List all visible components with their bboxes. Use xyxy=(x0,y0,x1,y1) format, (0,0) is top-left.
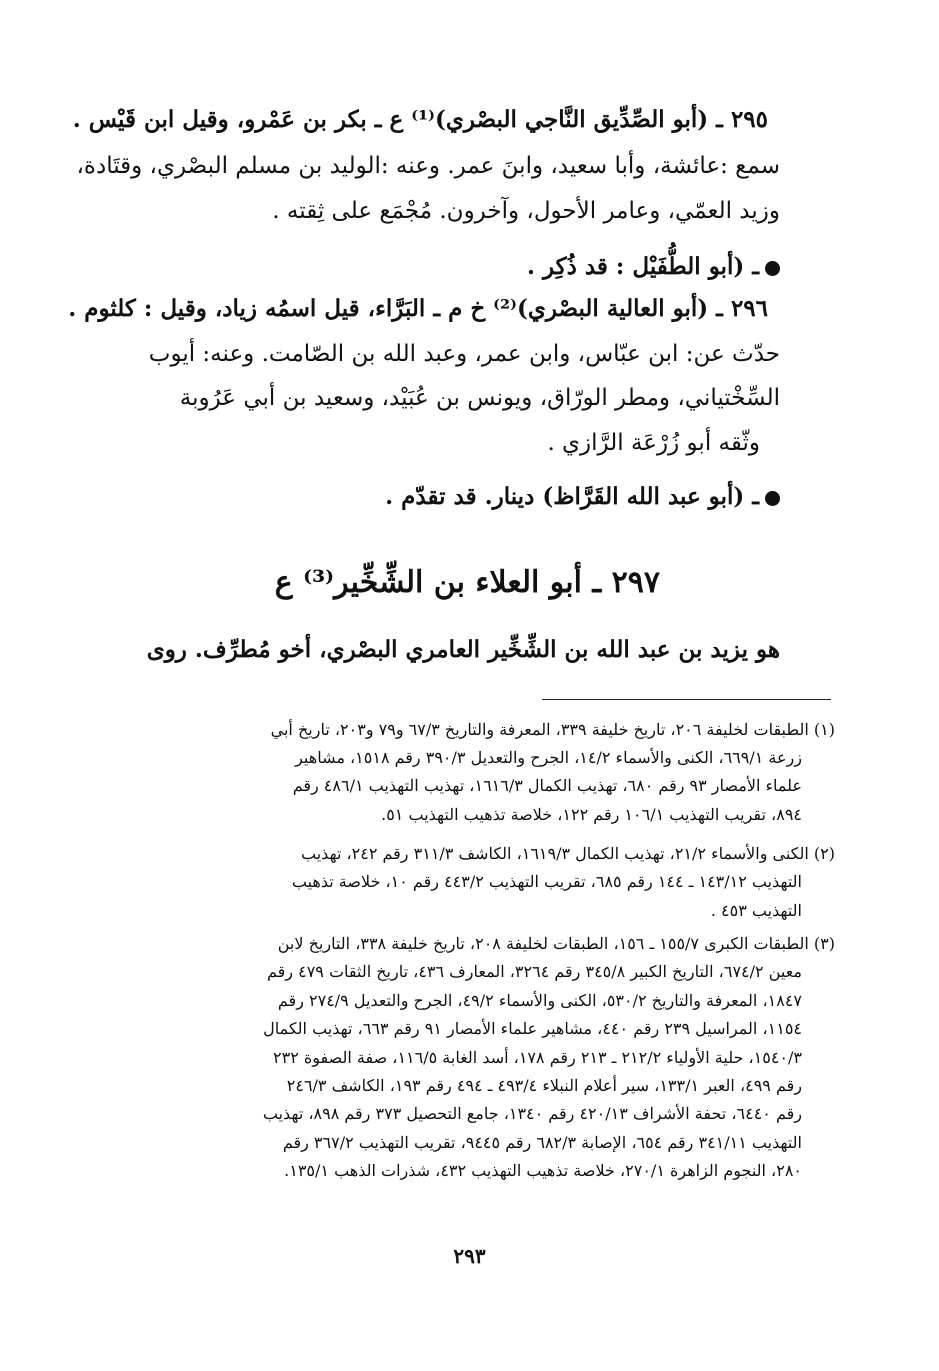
entry-295-line-2: سمع :عائشة، وأبا سعيد، وابنَ عمر. وعنه :الوليد بن مسلم البصْري، وقتَادة، xyxy=(76,153,780,179)
footnote-1-line-2: زرعة ٦٦٩/١، الكنى والأسماء ١٤/٢، الجرح والتعديل ٣٩٠/٣ رقم ١٥١٨، مشاهير xyxy=(295,748,802,767)
cross-reference-tufail-text: ـ (أبو الطُّفَيْل : قد ذُكِر . xyxy=(526,253,759,280)
entry-297-line-1: هو يزيد بن عبد الله بن الشِّخِّير العامري البصْري، أخو مُطرِّف. روى xyxy=(146,636,780,663)
entry-295-line-3: وزيد العمّي، وعامر الأحول، وآخرون. مُجْمَع على ثِقته . xyxy=(272,198,780,224)
footnote-3-line-4: ١١٥٤، المراسيل ٢٣٩ رقم ٤٤٠، مشاهير علماء الأمصار ٩١ رقم ٦٦٣، تهذيب الكمال xyxy=(263,1019,802,1038)
entry-296-line-4: وثّقه أبو زُرْعَة الرَّازي . xyxy=(547,430,760,456)
bullet-icon xyxy=(765,491,780,506)
footnote-3-line-9: ٢٨٠، النجوم الزاهرة ٢٧٠/١، خلاصة تذهيب التهذيب ٤٣٢، شذرات الذهب ١٣٥/١. xyxy=(284,1161,802,1180)
footnote-3-line-8: التهذيب ٣٤١/١١ رقم ٦٥٤، الإصابة ٦٨٢/٣ رقم ٩٤٤٥، تقريب التهذيب ٣٦٧/٢ رقم xyxy=(282,1133,802,1152)
entry-296-line-2: حدّث عن: ابن عبّاس، وابن عمر، وعبد الله بن الصّامت. وعنه: أيوب xyxy=(148,341,780,367)
page-number: ٢٩٣ xyxy=(453,1244,486,1268)
bullet-icon xyxy=(765,261,780,276)
footnote-3-line-3: ١٨٤٧، المعرفة والتاريخ ٥٣٠/٢، الكنى والأسماء ٤٩/٢، الجرح والتعديل ٢٧٤/٩ رقم xyxy=(277,991,802,1010)
entry-295-title-line: ٢٩٥ ـ (أبو الصِّدِّيق النَّاجي البصْري)⁽¹⁾ ع ـ بكر بن عَمْرو، وقيل ابن قَيْس . xyxy=(72,106,768,133)
footnote-2-line-3: التهذيب ٤٥٣ . xyxy=(710,901,802,920)
footnote-3-line-1: (٣) الطبقات الكبرى ١٥٥/٧ ـ ١٥٦، الطبقات لخليفة ٢٠٨، تاريخ خليفة ٣٣٨، التاريخ لابن xyxy=(277,934,835,953)
footnote-3-line-2: معين ٦٧٤/٢، التاريخ الكبير ٣٤٥/٨ رقم ٣٢٦٤، المعارف ٤٣٦، تاريخ الثقات ٤٧٩ رقم xyxy=(266,962,802,981)
footnote-1-line-3: علماء الأمصار ٩٣ رقم ٦٨٠، تهذيب الكمال ١٦١٦/٣، تهذيب التهذيب ٤٨٦/١ رقم xyxy=(292,776,802,795)
footnote-3-line-5: ١٥٤٠/٣، حلية الأولياء ٢١٢/٢ ـ ٢١٣ رقم ١٧٨، أسد الغابة ١١٦/٥، صفة الصفوة ٢٣٢ xyxy=(273,1048,802,1067)
footnote-1-line-4: ٨٩٤، تقريب التهذيب ١٠٦/١ رقم ١٢٢، خلاصة تذهيب التهذيب ٥١. xyxy=(381,805,802,824)
footnote-2-line-2: التهذيب ١٤٣/١٢ ـ ١٤٤ رقم ٦٨٥، تقريب التهذيب ٤٤٣/٢ رقم ١٠، خلاصة تذهيب xyxy=(291,872,802,891)
entry-297-heading: ٢٩٧ ـ أبو العلاء بن الشِّخِّير⁽³⁾ ع xyxy=(274,565,660,600)
cross-reference-tufail xyxy=(520,255,780,278)
footnote-3-line-7: رقم ٦٤٤٠، تحفة الأشراف ٤٢٠/١٣ رقم ١٣٤٠، جامع التحصيل ٣٧٣ رقم ٨٩٨، تهذيب xyxy=(262,1104,802,1123)
footnote-2-line-1: (٢) الكنى والأسماء ٢١/٢، تهذيب الكمال ١٦١٩/٣، الكاشف ٣١١/٣ رقم ٢٤٢، تهذيب xyxy=(301,844,835,863)
entry-296-title-line: ٢٩٦ ـ (أبو العالية البصْري)⁽²⁾ خ م ـ البَرَّاء، قيل اسمُه زياد، وقيل : كلثوم . xyxy=(68,295,768,322)
footnote-separator xyxy=(542,699,831,700)
footnote-3-line-6: رقم ٤٩٩، العبر ١٣٣/١، سير أعلام النبلاء ٤٩٣/٤ ـ ٤٩٤ رقم ١٩٣، الكاشف ٢٤٦/٣ xyxy=(286,1076,802,1095)
cross-reference-qarraz-text: ـ (أبو عبد الله القَرَّاظ) دينار. قد تقدّم . xyxy=(385,483,759,510)
cross-reference-qarraz xyxy=(385,483,780,510)
footnote-1-line-1: (١) الطبقات لخليفة ٢٠٦، تاريخ خليفة ٣٣٩، المعرفة والتاريخ ٦٧/٣ و٧٩ و٢٠٣، تاريخ أبي xyxy=(270,720,835,739)
entry-296-line-3: السِّخْتياني، ومطر الورّاق، ويونس بن عُبَيْد، وسعيد بن أبي عَرُوبة xyxy=(179,385,780,411)
